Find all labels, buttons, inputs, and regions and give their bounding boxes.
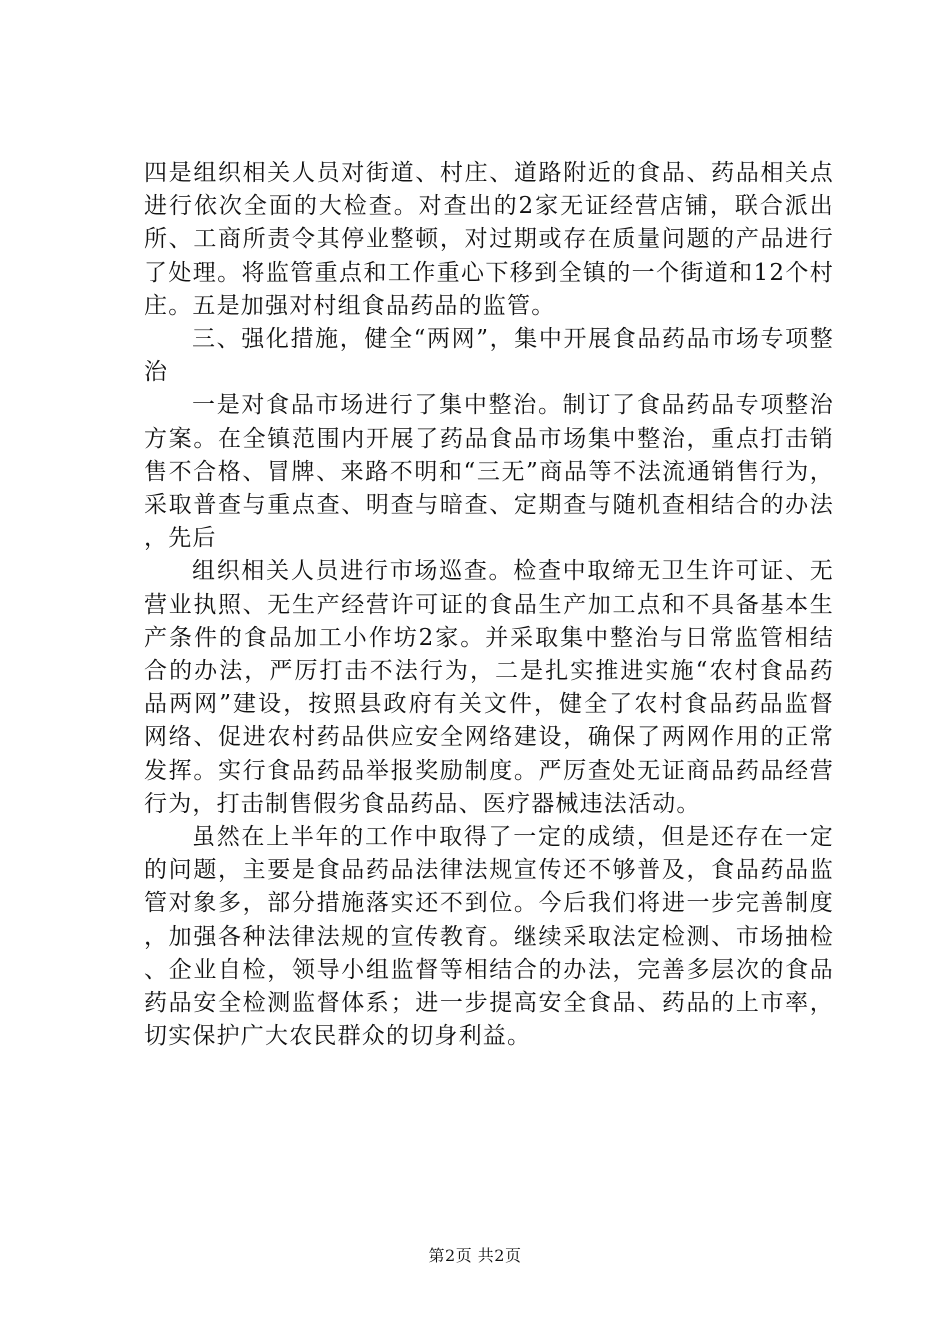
paragraph-market-rectification: 一是对食品市场进行了集中整治。制订了食品药品专项整治方案。在全镇范围内开展了药品食品市场集中整治，重点打击销售不合格、冒牌、来路不明和“三无”商品等不法流通销售行为，采取普查与重点查、明查与暗查、定期查与随机查相结合的办法，先后 [144, 392, 834, 552]
paragraph-conclusion: 虽然在上半年的工作中取得了一定的成绩，但是还存在一定的问题，主要是食品药品法律法规宣传还不够普及，食品药品监管对象多，部分措施落实还不到位。今后我们将进一步完善制度，加强各种法律法规的宣传教育。继续采取法定检测、市场抽检、企业自检，领导小组监督等相结合的办法，完善多层次的食品药品安全检测监督体系；进一步提高安全食品、药品的上市率，切实保护广大农民群众的切身利益。 [144, 824, 834, 1050]
paragraph-inspection: 四是组织相关人员对街道、村庄、道路附近的食品、药品相关点进行依次全面的大检查。对查出的2家无证经营店铺，联合派出所、工商所责令其停业整顿，对过期或存在质量问题的产品进行了处理。将监管重点和工作重心下移到全镇的一个街道和12个村庄。五是加强对村组食品药品的监管。 [144, 160, 834, 319]
paragraph-market-patrol: 组织相关人员进行市场巡查。检查中取缔无卫生许可证、无营业执照、无生产经营许可证的食品生产加工点和不具备基本生产条件的食品加工小作坊2家。并采取集中整治与日常监管相结合的办法，严厉打击不法行为，二是扎实推进实施“农村食品药品两网”建设，按照县政府有关文件，健全了农村食品药品监督网络、促进农村药品供应安全网络建设，确保了两网作用的正常发挥。实行食品药品举报奖励制度。严厉查处无证商品药品经营行为，打击制售假劣食品药品、医疗器械违法活动。 [144, 558, 834, 817]
section-heading-two-networks: 三、强化措施，健全“两网”，集中开展食品药品市场专项整治 [144, 326, 834, 386]
document-body [144, 157, 834, 1053]
page-footer-number: 第2页 共2页 [428, 1246, 522, 1265]
